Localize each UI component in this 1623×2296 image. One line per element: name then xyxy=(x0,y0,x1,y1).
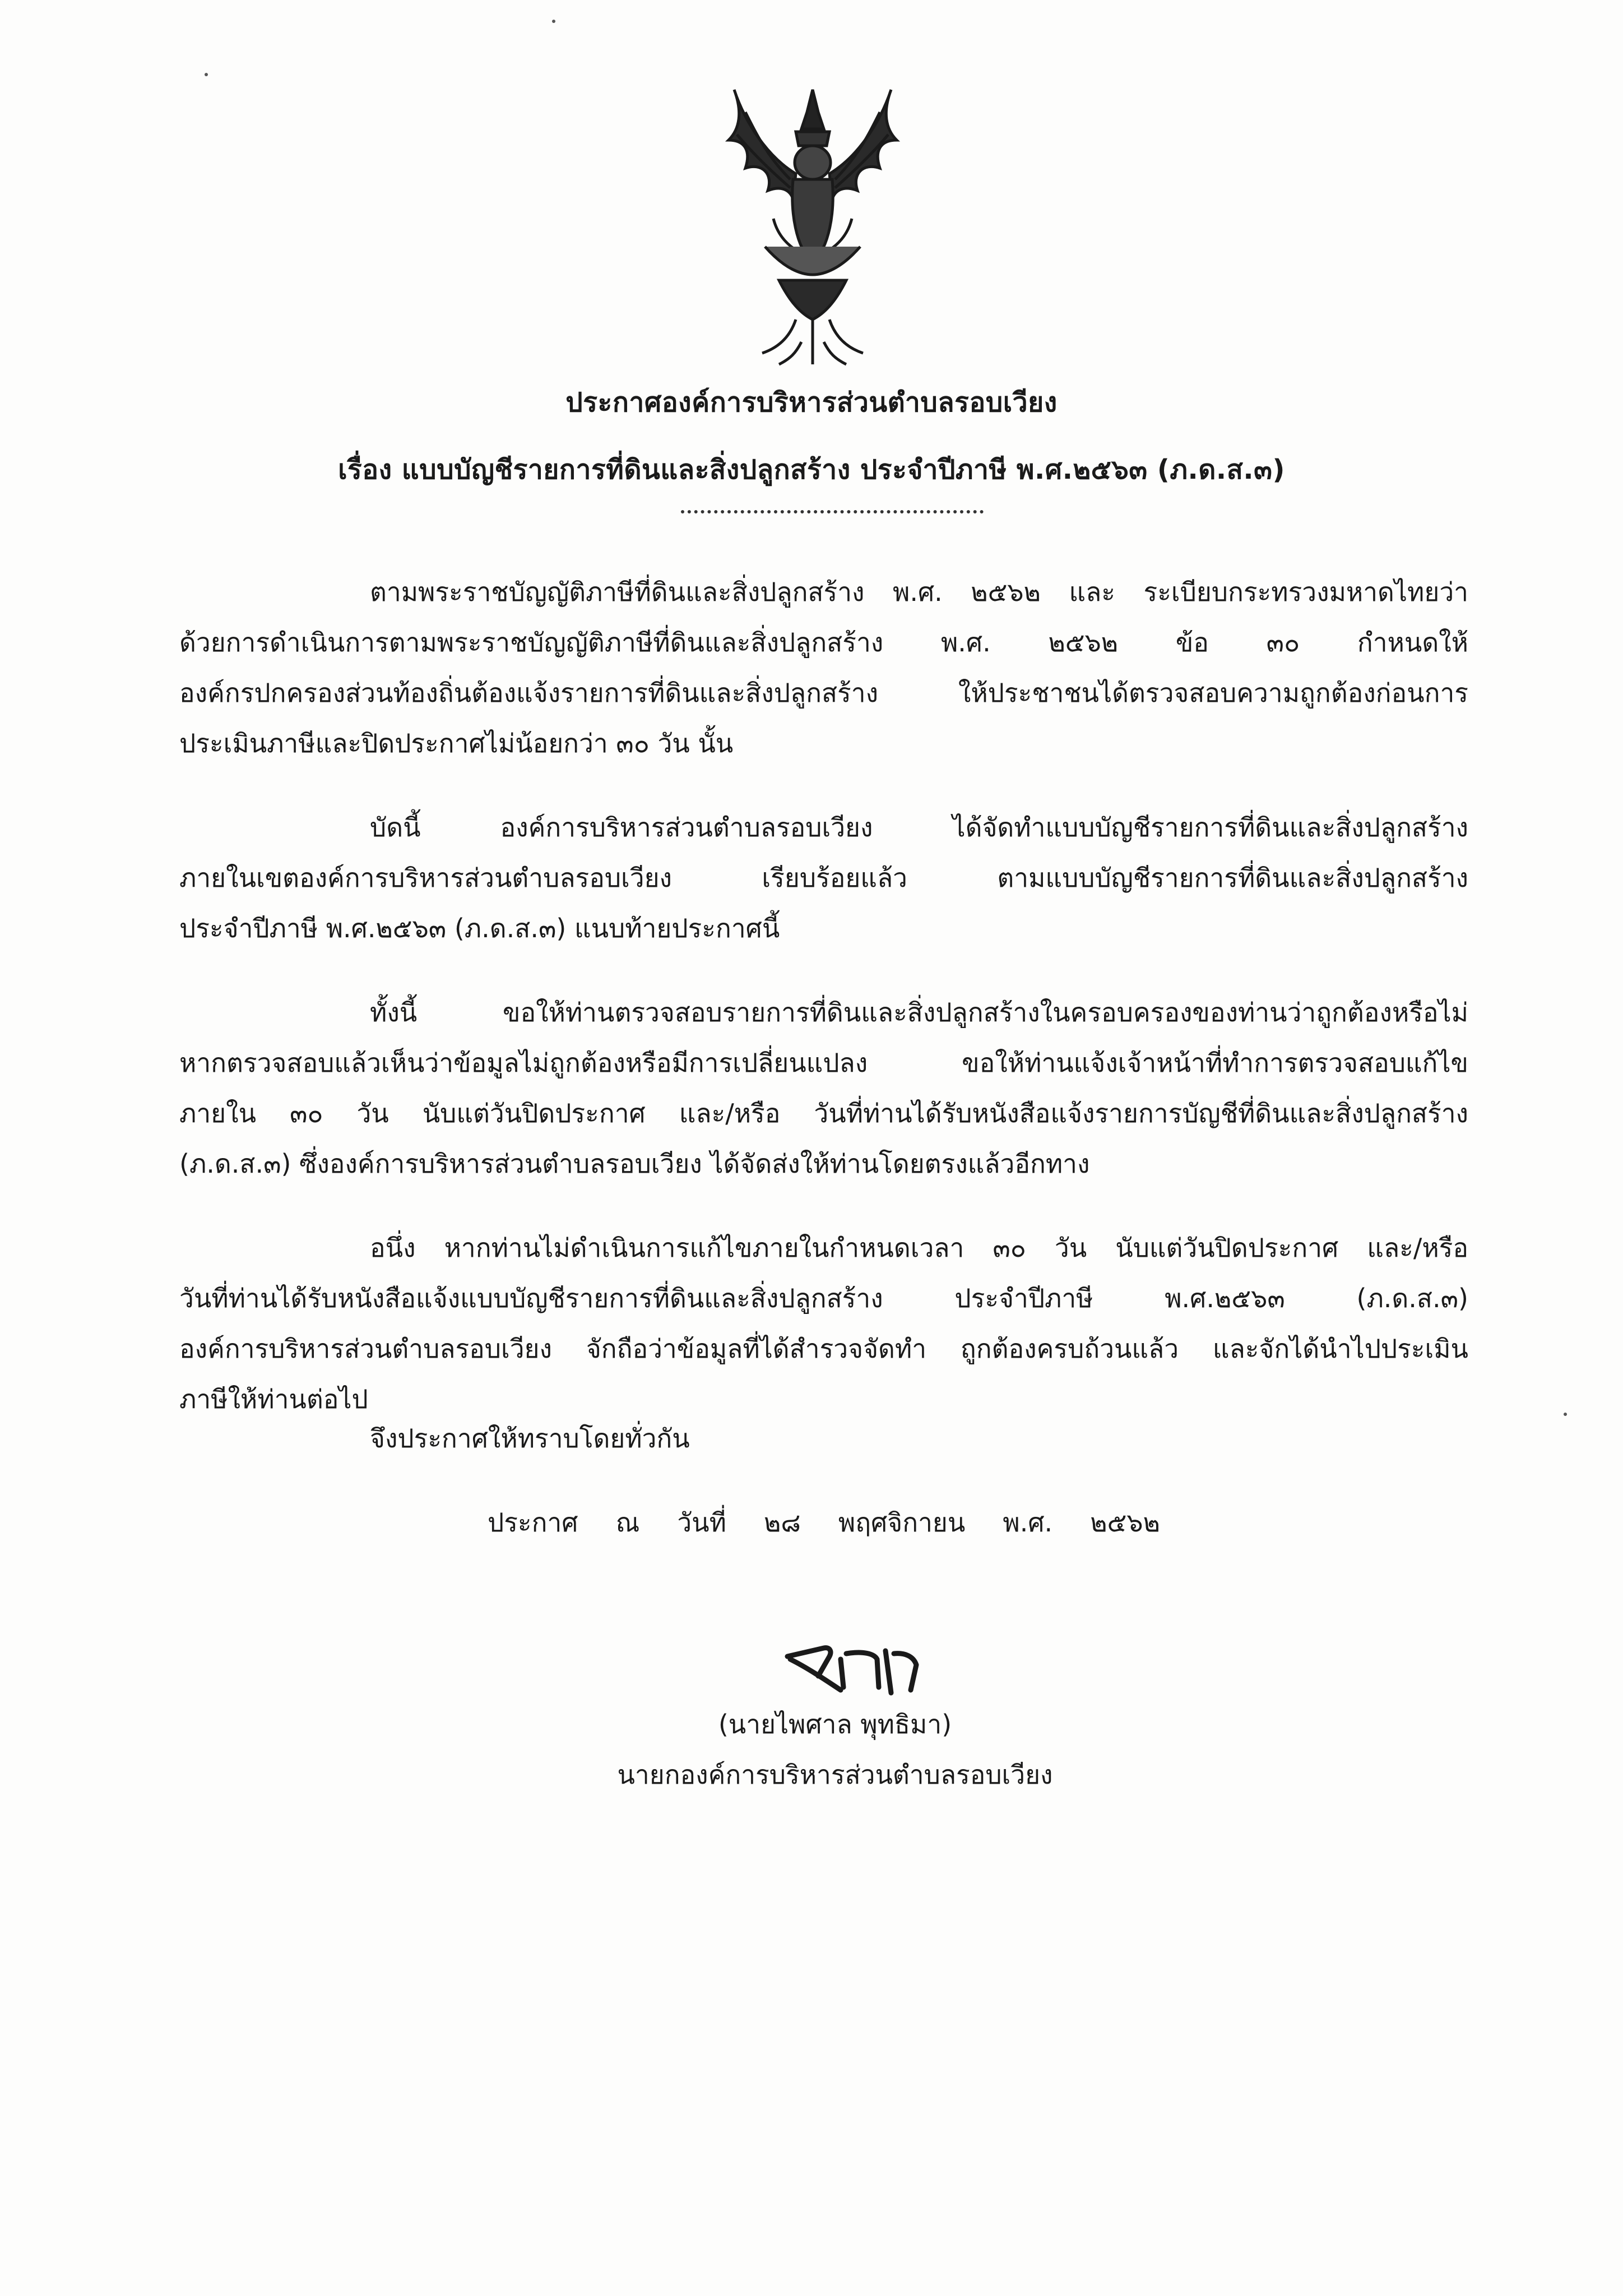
date-at: ณ xyxy=(615,1507,640,1538)
paragraph-line: วันที่ท่านได้รับหนังสือแจ้งแบบบัญชีรายการที่ดินและสิ่งปลูกสร้าง ประจำปีภาษี พ.ศ.๒๕๖๓ (ภ.ด.ส.๓) xyxy=(179,1283,1468,1313)
paragraph-2 xyxy=(179,807,1468,959)
date-day: ๒๘ xyxy=(764,1507,801,1538)
handwritten-signature xyxy=(779,1626,936,1704)
paragraph-line: ภายในเขตองค์การบริหารส่วนตำบลรอบเวียง เรียบร้อยแล้ว ตามแบบบัญชีรายการที่ดินและสิ่งปลูกสร้าง xyxy=(179,863,1468,893)
closing-statement: จึงประกาศให้ทราบโดยทั่วกัน xyxy=(370,1423,690,1453)
paragraph-line: (ภ.ด.ส.๓) ซึ่งองค์การบริหารส่วนตำบลรอบเวียง ได้จัดส่งให้ท่านโดยตรงแล้วอีกทาง xyxy=(179,1149,1090,1179)
garuda-emblem-icon xyxy=(712,78,913,370)
paragraph-line: องค์การบริหารส่วนตำบลรอบเวียง จักถือว่าข้อมูลที่ได้สำรวจจัดทำ ถูกต้องครบถ้วนแล้ว และจักได้นำไปประเมิน xyxy=(179,1334,1468,1364)
paragraph-line: ด้วยการดำเนินการตามพระราชบัญญัติภาษีที่ดินและสิ่งปลูกสร้าง พ.ศ. ๒๕๖๒ ข้อ ๓๐ กำหนดให้ xyxy=(179,627,1468,658)
paragraph-line: ประจำปีภาษี พ.ศ.๒๕๖๓ (ภ.ด.ส.๓) แนบท้ายประกาศนี้ xyxy=(179,913,780,943)
paragraph-4 xyxy=(179,1228,1468,1429)
paragraph-line: หากตรวจสอบแล้วเห็นว่าข้อมูลไม่ถูกต้องหรือมีการเปลี่ยนแปลง ขอให้ท่านแจ้งเจ้าหน้าที่ทำการตรวจสอบแก้ไข xyxy=(179,1048,1468,1078)
date-era: พ.ศ. xyxy=(1003,1507,1053,1538)
signatory-name: (นายไพศาล พุทธิมา) xyxy=(718,1709,952,1739)
date-year: ๒๕๖๒ xyxy=(1090,1507,1160,1538)
paragraph-line: ประเมินภาษีและปิดประกาศไม่น้อยกว่า ๓๐ วัน นั้น xyxy=(179,728,734,758)
scan-speck xyxy=(1564,1413,1567,1416)
scan-speck xyxy=(552,20,555,23)
paragraph-line: ภาษีให้ท่านต่อไป xyxy=(179,1384,368,1414)
paragraph-line: บัดนี้ องค์การบริหารส่วนตำบลรอบเวียง ได้จัดทำแบบบัญชีรายการที่ดินและสิ่งปลูกสร้าง xyxy=(370,812,1468,843)
paragraph-line: องค์กรปกครองส่วนท้องถิ่นต้องแจ้งรายการที่ดินและสิ่งปลูกสร้าง ให้ประชาชนได้ตรวจสอบความถูกต้องก่อนการ xyxy=(179,678,1468,708)
paragraph-1 xyxy=(179,572,1468,774)
date-month: พฤศจิกายน xyxy=(838,1507,966,1538)
announcement-date xyxy=(488,1502,1160,1543)
paragraph-line: ตามพระราชบัญญัติภาษีที่ดินและสิ่งปลูกสร้าง พ.ศ. ๒๕๖๒ และ ระเบียบกระทรวงมหาดไทยว่า xyxy=(370,577,1468,607)
paragraph-line: ภายใน ๓๐ วัน นับแต่วันปิดประกาศ และ/หรือ วันที่ท่านได้รับหนังสือแจ้งรายการบัญชีที่ดินและสิ่งปลูกสร้าง xyxy=(179,1098,1468,1128)
signatory-position: นายกองค์การบริหารส่วนตำบลรอบเวียง xyxy=(617,1760,1053,1790)
scan-speck xyxy=(205,73,208,76)
date-day-label: วันที่ xyxy=(677,1507,726,1538)
paragraph-line: อนึ่ง หากท่านไม่ดำเนินการแก้ไขภายในกำหนดเวลา ๓๐ วัน นับแต่วันปิดประกาศ และ/หรือ xyxy=(370,1233,1468,1263)
paragraph-line: ทั้งนี้ ขอให้ท่านตรวจสอบรายการที่ดินและสิ่งปลูกสร้างในครอบครองของท่านว่าถูกต้องหรือไม่ xyxy=(370,997,1468,1027)
paragraph-3 xyxy=(179,992,1468,1194)
announcement-title: ประกาศองค์การบริหารส่วนตำบลรอบเวียง xyxy=(565,387,1058,418)
title-divider xyxy=(681,510,984,513)
announcement-subject: เรื่อง แบบบัญชีรายการที่ดินและสิ่งปลูกสร้าง ประจำปีภาษี พ.ศ.๒๕๖๓ (ภ.ด.ส.๓) xyxy=(338,454,1285,485)
date-prefix: ประกาศ xyxy=(488,1507,578,1538)
